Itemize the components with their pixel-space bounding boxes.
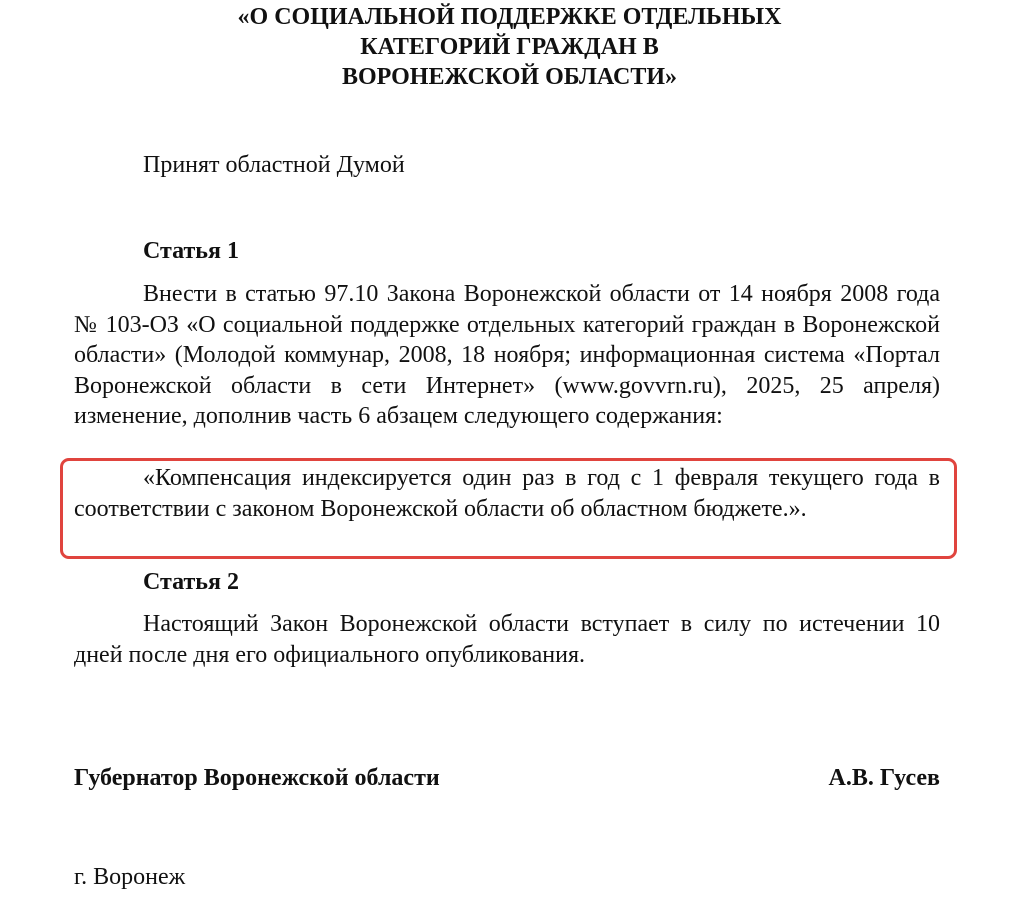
article-2-heading: Статья 2 [143,569,239,595]
highlight-box [60,458,957,559]
title-line: КАТЕГОРИЙ ГРАЖДАН В [360,34,659,60]
signatory-position: Губернатор Воронежской области [74,765,440,791]
article-1-quote: «Компенсация индексируется один раз в год с 1 февраля текущего года в соответствии с законом Воронежской области об областном бюджете.». [74,465,940,522]
signatory-name: А.В. Гусев [828,765,940,791]
accepted-by-text: Принят областной Думой [143,152,405,178]
article-2-text: Настоящий Закон Воронежской области вступает в силу по истечении 10 дней после дня его официального опубликования. [74,611,940,668]
title-line: ВОРОНЕЖСКОЙ ОБЛАСТИ» [341,64,678,90]
title-line: «О СОЦИАЛЬНОЙ ПОДДЕРЖКЕ ОТДЕЛЬНЫХ [237,4,782,30]
signature-row [74,763,940,793]
article-1-text: Внести в статью 97.10 Закона Воронежской области от 14 ноября 2008 года № 103-ОЗ «О социальной поддержке отдельных категорий граждан в Воронежской области» (Молодой коммунар, 2008, 18 ноября; информационная система «Портал Воронежской области в сети Интернет» (www.govvrn.ru), 2025, 25 апреля) изменение, дополнив часть 6 абзацем следующего содержания: [74,281,940,429]
document-title [0,2,1019,92]
city-text: г. Воронеж [74,864,186,890]
article-1-heading: Статья 1 [143,238,239,264]
